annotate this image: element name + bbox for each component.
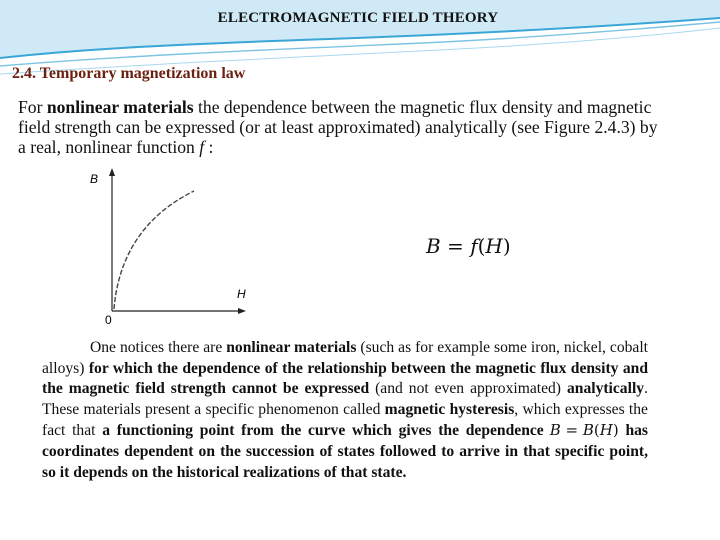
inline-formula-function: B (582, 421, 594, 440)
body-term-hysteresis: magnetic hysteresis (384, 400, 515, 418)
inline-formula-close-paren: ) (612, 421, 619, 440)
body-text-1: One notices there are (90, 339, 227, 356)
formula-equals: = (440, 234, 471, 258)
magnetization-curve-figure (86, 165, 276, 325)
intro-paragraph (18, 97, 668, 157)
formula-lhs: B (426, 234, 441, 258)
body-text-3: (and not even approximated) (369, 380, 567, 398)
body-statement: for which the dependence of the relationship between the magnetic flux density and the magnetic field strength cannot be expressed (42, 359, 649, 398)
formula-function: f (470, 234, 478, 258)
y-axis-arrow (109, 168, 115, 176)
body-text-2: (such as for example some iron, nickel, cobalt alloys) (42, 339, 648, 377)
inline-formula-open-paren: ( (593, 421, 600, 440)
y-axis-label: B (90, 172, 99, 186)
body-term-analytically: analytically (566, 380, 645, 398)
body-term-nonlinear: nonlinear materials (226, 339, 357, 356)
intro-term: nonlinear materials (46, 97, 194, 117)
inline-formula-b-of-h (550, 420, 619, 441)
formula-close-paren: ) (502, 234, 511, 258)
intro-colon: : (204, 137, 214, 157)
inline-formula-lhs: B (549, 421, 561, 440)
x-axis-arrow (238, 308, 246, 314)
intro-text-1: For (18, 97, 47, 117)
body-statement-2: a functioning point from the curve which gives the dependence (102, 422, 544, 440)
section-title: 2.4. Temporary magnetization law (12, 65, 246, 82)
inline-formula-argument: H (599, 421, 613, 440)
origin-label: 0 (105, 313, 112, 325)
hysteresis-paragraph (42, 338, 648, 483)
body-statement-3: has coordinates dependent on the succession of states followed to arrive in that specific point, so it depends on the historical realizations of that state. (42, 422, 648, 481)
formula-open-paren: ( (477, 234, 486, 258)
x-axis-label: H (237, 287, 246, 301)
body-text-5: , which expresses the fact that (42, 400, 648, 440)
formula-argument: H (485, 234, 503, 258)
inline-formula-equals: = (560, 421, 583, 440)
formula-b-equals-f-of-h (426, 234, 511, 258)
function-symbol: f (199, 137, 205, 157)
body-text-4: . These materials present a specific phenomenon called (42, 380, 648, 418)
magnetization-curve (114, 191, 194, 309)
page-title: ELECTROMAGNETIC FIELD THEORY (217, 10, 499, 26)
intro-text-2: the dependence between the magnetic flux density and magnetic field strength can be expressed (or at least approximated) analytically (see Figure 2.4.3) by a real, nonlinear function (18, 97, 658, 157)
